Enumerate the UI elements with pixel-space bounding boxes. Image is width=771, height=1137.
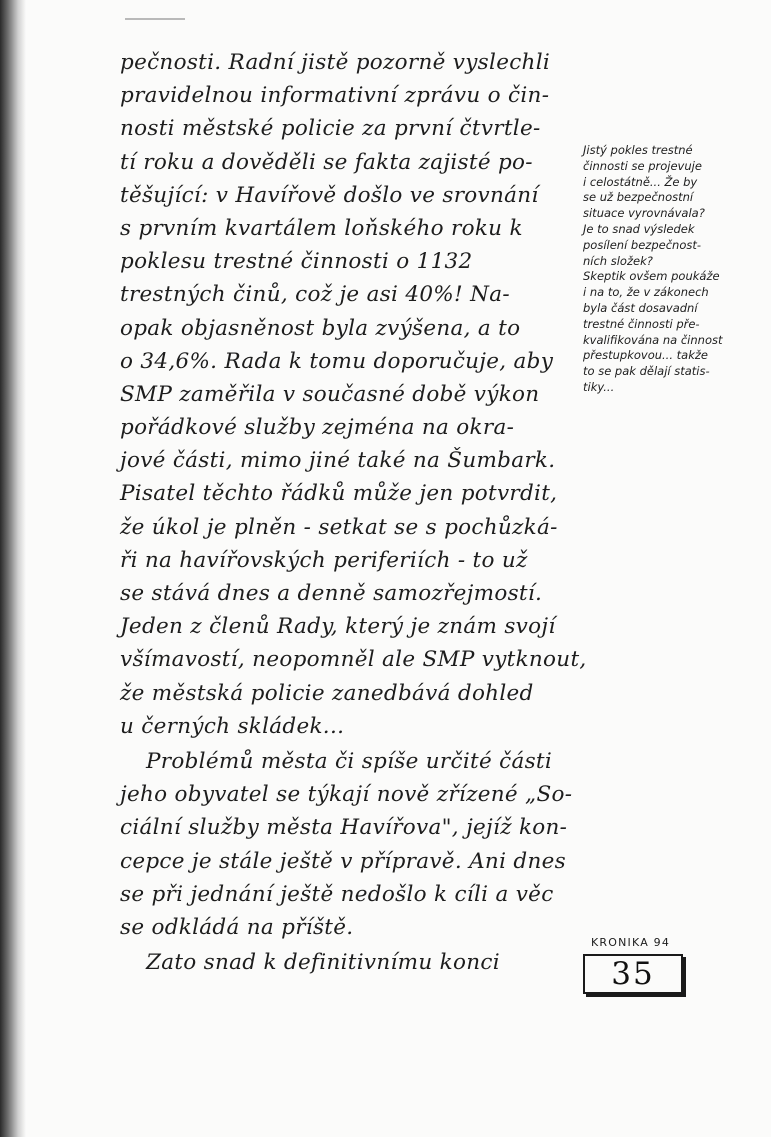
- main-text-line: SMP zaměřila v současné době výkon: [120, 381, 540, 407]
- main-text-line: že úkol je plněn - setkat se s pochůzká-: [120, 514, 558, 540]
- margin-note-line: situace vyrovnávala?: [583, 206, 705, 221]
- main-text-line: Zato snad k definitivnímu konci: [146, 950, 500, 976]
- main-handwritten-text: [120, 46, 590, 979]
- margin-note-line: i celostátně... Že by: [583, 174, 698, 189]
- main-text-line: že městská policie zanedbává dohled: [120, 680, 534, 706]
- book-binding-shadow: [0, 0, 26, 1137]
- main-text-line: Jeden z členů Rady, který je znám svojí: [120, 614, 556, 640]
- margin-note-line: tiky...: [583, 379, 615, 394]
- main-text-line: pečnosti. Radní jistě pozorně vyslechli: [120, 50, 551, 75]
- main-text-line: ciální služby města Havířova", jejíž kon-: [120, 815, 568, 841]
- margin-note-line: trestné činnosti pře-: [583, 316, 700, 331]
- main-text-line: o 34,6%. Rada k tomu doporučuje, aby: [120, 348, 554, 374]
- main-text-line: cepce je stále ještě v přípravě. Ani dnes: [120, 848, 566, 874]
- main-text-line: pořádkové služby zejména na okra-: [120, 415, 515, 441]
- margin-note-line: se už bezpečnostní: [583, 190, 694, 205]
- margin-note-line: posílení bezpečnost-: [583, 237, 702, 252]
- main-text-line: opak objasněnost byla zvýšena, a to: [120, 315, 521, 341]
- margin-note-line: přestupkovou... takže: [583, 348, 708, 363]
- margin-note-line: Jistý pokles trestné: [583, 143, 693, 157]
- margin-note-line: kvalifikována na činnost: [583, 332, 723, 347]
- main-text-line: se stává dnes a denně samozřejmostí.: [120, 581, 543, 606]
- margin-note-line: byla část dosavadní: [583, 300, 698, 315]
- margin-note-line: činnosti se projevuje: [583, 158, 702, 173]
- main-text-line: tí roku a dověděli se fakta zajisté po-: [120, 149, 533, 175]
- main-text-line: poklesu trestné činnosti o 1132: [120, 249, 473, 275]
- chronicle-label: KRONIKA 94: [591, 936, 671, 949]
- margin-note-line: ních složek?: [583, 253, 653, 268]
- margin-note-line: to se pak dělají statis-: [583, 364, 710, 379]
- main-text-line: u černých skládek...: [120, 713, 345, 739]
- margin-note-line: i na to, že v zákonech: [583, 285, 709, 300]
- main-text-line: všímavostí, neopomněl ale SMP vytknout,: [120, 647, 587, 673]
- main-text-line: ři na havířovských periferiích - to už: [120, 547, 528, 573]
- page-top-mark: [125, 18, 185, 20]
- main-text-line: se při jednání ještě nedošlo k cíli a věc: [120, 881, 554, 907]
- margin-note-line: Skeptik ovšem poukáže: [583, 269, 720, 284]
- margin-note-line: Je to snad výsledek: [583, 221, 695, 236]
- main-text-line: nosti městské policie za první čtvrtle-: [120, 116, 541, 142]
- main-text-line: jeho obyvatel se týkají nově zřízené „So-: [120, 782, 573, 808]
- main-text-line: jové části, mimo jiné také na Šumbark.: [120, 448, 556, 474]
- main-text-line: s prvním kvartálem loňského roku k: [120, 215, 523, 241]
- main-text-line: pravidelnou informativní zprávu o čin-: [120, 83, 550, 109]
- page-number: 35: [611, 956, 655, 992]
- main-text-line: těšující: v Havířově došlo ve srovnání: [120, 182, 539, 208]
- page-number-box: [583, 954, 683, 994]
- margin-note: [583, 143, 768, 396]
- main-text-line: Problémů města či spíše určité části: [146, 748, 553, 774]
- main-text-line: trestných činů, což je asi 40%! Na-: [120, 282, 510, 308]
- main-text-line: se odkládá na příště.: [120, 914, 354, 940]
- main-text-line: Pisatel těchto řádků může jen potvrdit,: [120, 481, 558, 507]
